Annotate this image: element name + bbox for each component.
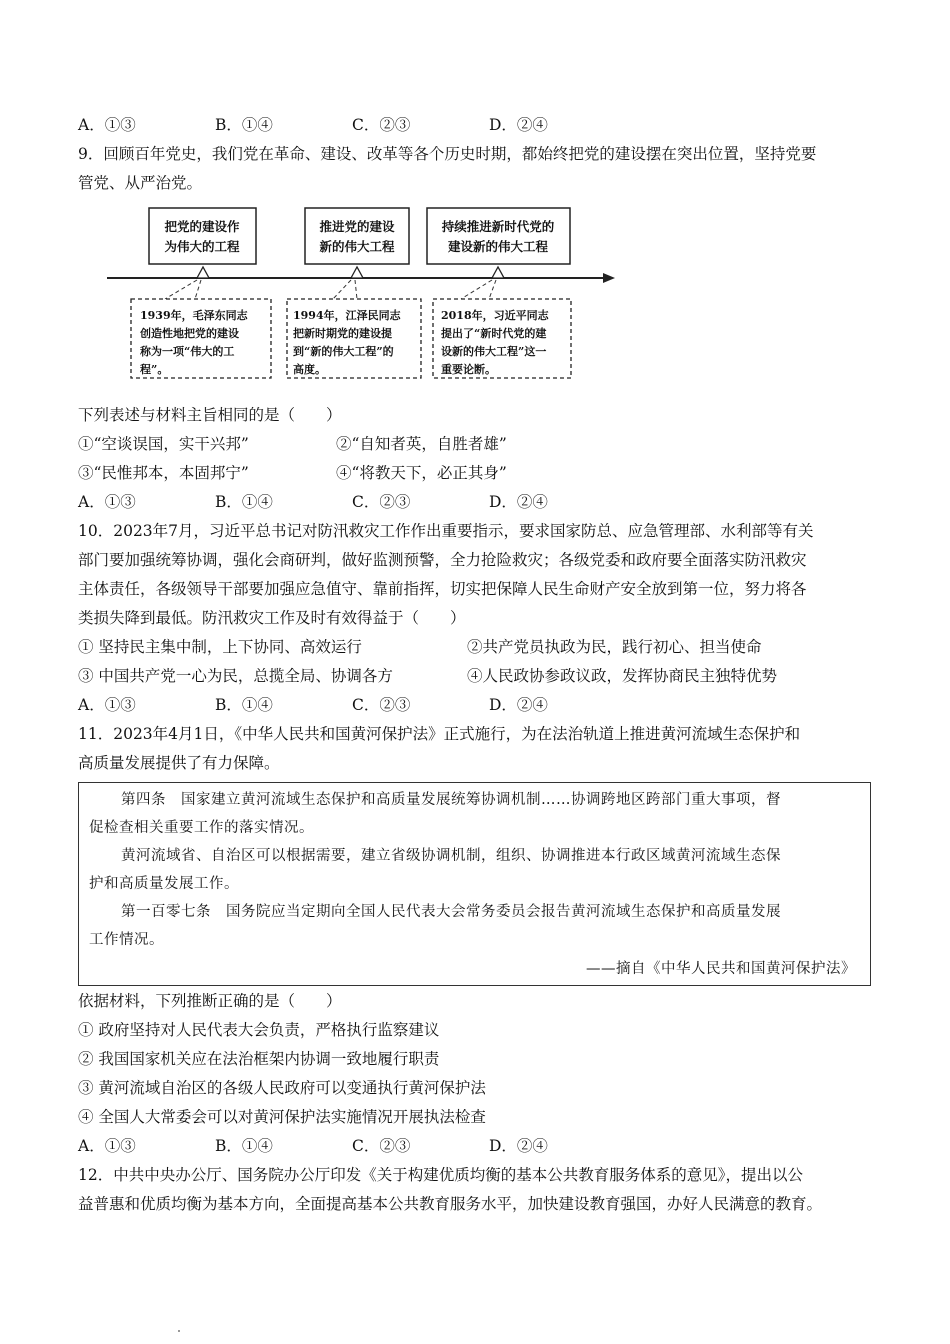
q10-item-4: ④人民政协参政议政，发挥协商民主独特优势 — [467, 667, 778, 685]
q9-item-4: ④“将教天下，必正其身” — [336, 464, 507, 482]
q12-stem-cont: 益普惠和优质均衡为基本方向，全面提高基本公共教育服务水平，加快建设教育强国，办好人民满意的教育。 — [78, 1195, 823, 1213]
timeline-marker-2 — [351, 267, 363, 278]
law-text: 工作情况。 — [89, 932, 164, 948]
q9-item-2: ②“自知者英，自胜者雄” — [336, 435, 507, 453]
q9-question: 下列表述与材料主旨相同的是（ ） — [78, 406, 342, 424]
timeline-box-1 — [149, 208, 256, 264]
q10-stem-cont: 部门要加强统筹协调，强化会商研判，做好监测预警，全力抢险救灾；各级党委和政府要全面落实防汛救灾 — [78, 551, 807, 569]
svg-text:称为一项“伟大的工: 称为一项“伟大的工 — [140, 345, 235, 358]
svg-text:把新时期党的建设提: 把新时期党的建设提 — [293, 327, 392, 340]
option-b: B．①④ — [215, 116, 273, 134]
timeline-diagram — [105, 203, 620, 383]
option-d: D．②④ — [489, 1137, 548, 1155]
q9-stem-cont: 管党、从严治党。 — [78, 174, 203, 192]
timeline-box-3-line1: 持续推进新时代党的 — [441, 219, 555, 234]
option-c: C．②③ — [352, 1137, 411, 1155]
page-dot — [178, 1330, 180, 1332]
q12-stem: 12．中共中央办公厅、国务院办公厅印发《关于构建优质均衡的基本公共教育服务体系的意见》，提出以公 — [78, 1166, 803, 1184]
svg-text:设新的伟大工程”这一: 设新的伟大工程”这一 — [441, 345, 547, 358]
timeline-box-1-line2: 为伟大的工程 — [164, 239, 240, 254]
law-text: 第四条 国家建立黄河流域生态保护和高质量发展统筹协调机制……协调跨地区跨部门重大事项，督 — [121, 792, 781, 808]
q11-question: 依据材料，下列推断正确的是（ ） — [78, 992, 342, 1010]
q11-item-3: ③ 黄河流域自治区的各级人民政府可以变通执行黄河保护法 — [78, 1079, 486, 1097]
svg-text:高度。: 高度。 — [293, 363, 326, 376]
law-text: 第一百零七条 国务院应当定期向全国人民代表大会常务委员会报告黄河流域生态保护和高质量发展 — [121, 904, 781, 920]
svg-text:1994年，江泽民同志: 1994年，江泽民同志 — [293, 309, 401, 322]
option-a: A．①③ — [78, 116, 136, 134]
option-d: D．②④ — [489, 696, 548, 714]
option-a: A．①③ — [78, 1137, 136, 1155]
option-b: B．①④ — [215, 696, 273, 714]
q11-item-1: ① 政府坚持对人民代表大会负责，严格执行监察建议 — [78, 1021, 440, 1039]
timeline-marker-3 — [492, 267, 504, 278]
q10-stem: 10．2023年7月，习近平总书记对防汛救灾工作作出重要指示，要求国家防总、应急管理部、水利部等有关 — [78, 522, 814, 540]
q10-stem-cont: 主体责任，各级领导干部要加强应急值守、靠前指挥，切实把保障人民生命财产安全放到第一位，努力将各 — [78, 580, 807, 598]
svg-text:1939年，毛泽东同志: 1939年，毛泽东同志 — [140, 309, 248, 322]
q9-item-1: ①“空谈误国，实干兴邦” — [78, 435, 249, 453]
q9-stem: 9．回顾百年党史，我们党在革命、建设、改革等各个历史时期，都始终把党的建设摆在突出位置，坚持党要 — [78, 145, 817, 163]
timeline-box-1-line1: 把党的建设作 — [164, 219, 240, 234]
timeline-box-2-line1: 推进党的建设 — [319, 219, 395, 234]
q11-item-4: ④ 全国人大常委会可以对黄河保护法实施情况开展执法检查 — [78, 1108, 486, 1126]
law-text: 黄河流域省、自治区可以根据需要，建立省级协调机制，组织、协调推进本行政区域黄河流域生态保 — [121, 848, 781, 864]
timeline-arrow — [603, 273, 615, 283]
law-source: ——摘自《中华人民共和国黄河保护法》 — [586, 961, 856, 977]
option-c: C．②③ — [352, 696, 411, 714]
svg-text:提出了“新时代党的建: 提出了“新时代党的建 — [441, 327, 547, 340]
timeline-marker-1 — [197, 267, 209, 278]
q10-stem-cont: 类损失降到最低。防汛救灾工作及时有效得益于（ ） — [78, 609, 466, 627]
option-b: B．①④ — [215, 493, 273, 511]
timeline-box-2 — [305, 208, 409, 264]
timeline-box-3-line2: 建设新的伟大工程 — [447, 239, 549, 254]
law-text: 护和高质量发展工作。 — [89, 876, 239, 892]
option-b: B．①④ — [215, 1137, 273, 1155]
option-c: C．②③ — [352, 116, 411, 134]
law-text: 促检查相关重要工作的落实情况。 — [89, 820, 314, 836]
q10-item-2: ②共产党员执政为民，践行初心、担当使命 — [467, 638, 762, 656]
option-a: A．①③ — [78, 493, 136, 511]
timeline-box-2-line2: 新的伟大工程 — [319, 239, 395, 254]
q10-item-3: ③ 中国共产党一心为民，总揽全局、协调各方 — [78, 667, 393, 685]
timeline-box-3 — [427, 208, 570, 264]
q9-item-3: ③“民惟邦本，本固邦宁” — [78, 464, 249, 482]
q11-stem-cont: 高质量发展提供了有力保障。 — [78, 754, 280, 772]
svg-text:到“新的伟大工程”的: 到“新的伟大工程”的 — [293, 345, 394, 358]
q11-item-2: ② 我国国家机关应在法治框架内协调一致地履行职责 — [78, 1050, 440, 1068]
q11-stem: 11．2023年4月1日，《中华人民共和国黄河保护法》正式施行，为在法治轨道上推进黄河流域生态保护和 — [78, 725, 801, 743]
svg-text:重要论断。: 重要论断。 — [441, 363, 496, 376]
q10-item-1: ① 坚持民主集中制，上下协同、高效运行 — [78, 638, 362, 656]
svg-text:程”。: 程”。 — [140, 363, 169, 376]
law-excerpt-box — [78, 782, 871, 986]
svg-text:2018年，习近平同志: 2018年，习近平同志 — [441, 309, 549, 322]
svg-text:创造性地把党的建设: 创造性地把党的建设 — [140, 327, 239, 340]
option-a: A．①③ — [78, 696, 136, 714]
option-d: D．②④ — [489, 116, 548, 134]
option-c: C．②③ — [352, 493, 411, 511]
option-d: D．②④ — [489, 493, 548, 511]
